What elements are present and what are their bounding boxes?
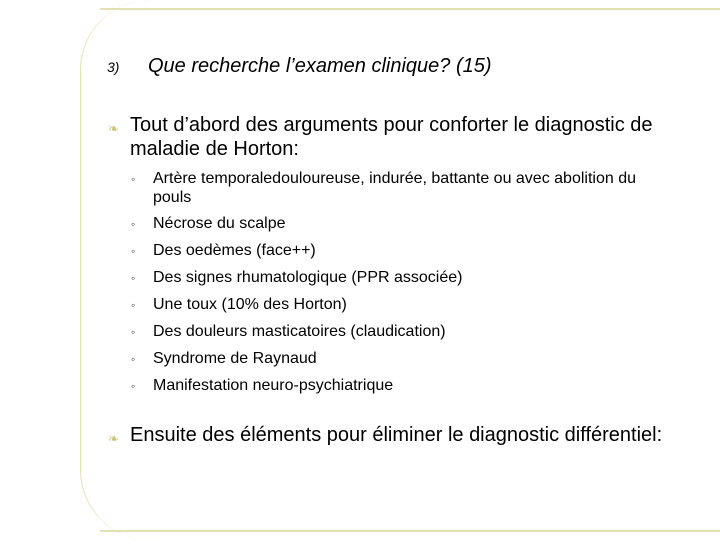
sub-bullet-list bbox=[131, 169, 651, 403]
slide-number: 3) bbox=[107, 59, 120, 75]
sub-bullet-icon: ◦ bbox=[131, 271, 136, 285]
sub-bullet-icon: ◦ bbox=[131, 379, 136, 393]
bullet-leaf-icon: ❧ bbox=[108, 431, 119, 446]
list-item: ◦ Syndrome de Raynaud bbox=[131, 350, 317, 367]
list-item: ◦ Des oedèmes (face++) bbox=[131, 242, 316, 259]
list-item: ◦ Manifestation neuro-psychiatrique bbox=[131, 377, 394, 394]
frame-bottom-line bbox=[100, 530, 720, 532]
sub-bullet-icon: ◦ bbox=[131, 325, 136, 339]
sub-bullet-icon: ◦ bbox=[131, 217, 136, 231]
sub-bullet-icon: ◦ bbox=[131, 298, 136, 312]
main-bullet-2 bbox=[108, 423, 708, 451]
frame-top-line bbox=[100, 8, 720, 10]
main-bullet-1 bbox=[108, 113, 708, 161]
list-item: ◦ Des douleurs masticatoires (claudication) bbox=[131, 323, 446, 340]
main-bullet-text: Tout d’abord des arguments pour conforter le diagnostic de maladie de Horton: bbox=[130, 114, 653, 160]
sub-bullet-icon: ◦ bbox=[131, 172, 136, 186]
slide-title: Que recherche l’examen clinique? (15) bbox=[148, 55, 492, 77]
list-item: ◦ Artère temporaledouloureuse, indurée, battante ou avec abolition du pouls bbox=[131, 170, 636, 206]
main-bullet-text: Ensuite des éléments pour éliminer le diagnostic différentiel: bbox=[130, 424, 663, 446]
list-item: ◦ Une toux (10% des Horton) bbox=[131, 296, 347, 313]
bullet-leaf-icon: ❧ bbox=[108, 121, 119, 136]
sub-bullet-icon: ◦ bbox=[131, 352, 136, 366]
list-item: ◦ Nécrose du scalpe bbox=[131, 215, 286, 232]
list-item: ◦ Des signes rhumatologique (PPR associée) bbox=[131, 269, 463, 286]
sub-bullet-icon: ◦ bbox=[131, 244, 136, 258]
